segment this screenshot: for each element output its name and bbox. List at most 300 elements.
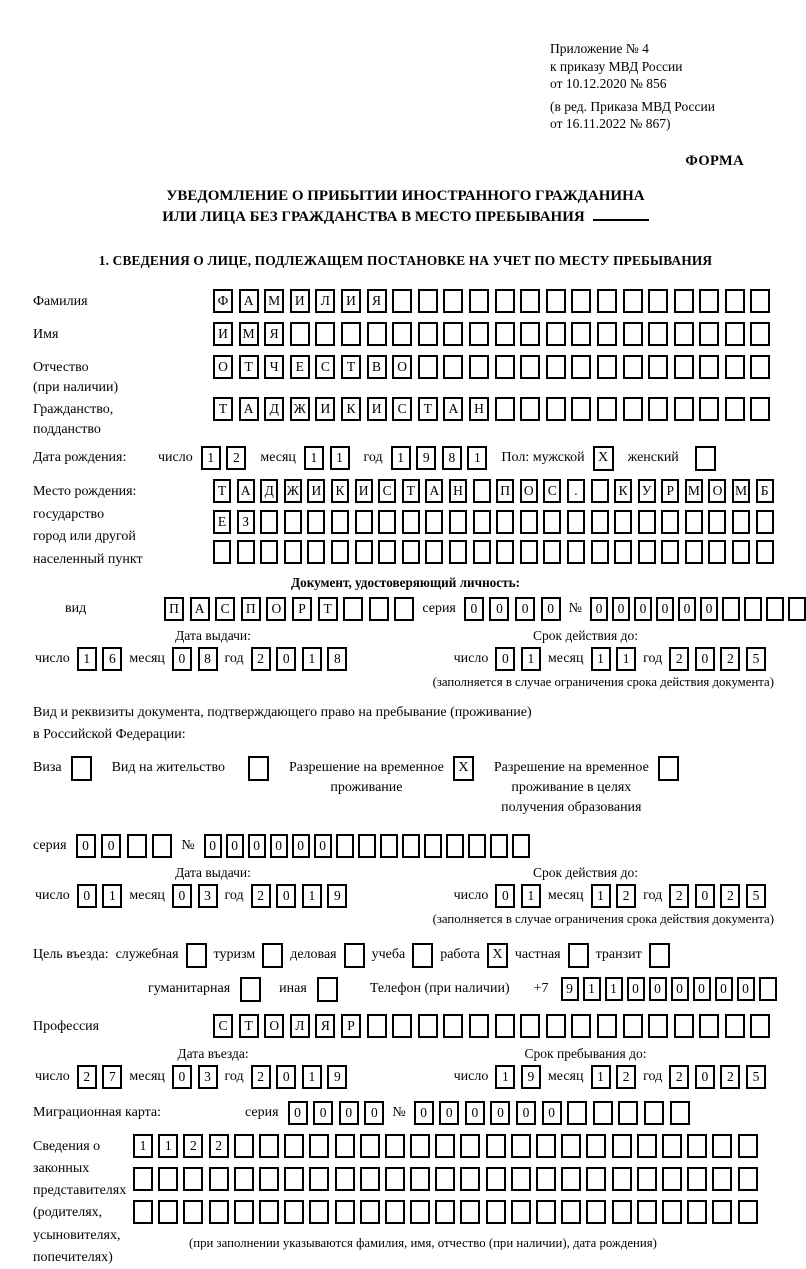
char-box[interactable]: 1 xyxy=(158,1134,178,1158)
char-box[interactable] xyxy=(759,977,777,1001)
profession-input[interactable] xyxy=(213,1014,770,1038)
char-box[interactable] xyxy=(612,1167,632,1191)
char-box[interactable]: 0 xyxy=(77,884,97,908)
char-box[interactable]: 0 xyxy=(612,597,630,621)
char-box[interactable]: А xyxy=(239,397,259,421)
birth-month-input[interactable] xyxy=(304,446,350,470)
char-box[interactable] xyxy=(614,540,632,564)
char-box[interactable]: П xyxy=(164,597,184,621)
char-box[interactable]: 2 xyxy=(669,1065,689,1089)
char-box[interactable] xyxy=(546,397,566,421)
char-box[interactable]: Я xyxy=(315,1014,335,1038)
char-box[interactable]: 2 xyxy=(251,1065,271,1089)
char-box[interactable] xyxy=(209,1167,229,1191)
char-box[interactable]: И xyxy=(290,289,310,313)
char-box[interactable]: 5 xyxy=(746,647,766,671)
char-box[interactable] xyxy=(486,1200,506,1224)
char-box[interactable] xyxy=(648,289,668,313)
char-box[interactable] xyxy=(543,510,561,534)
char-box[interactable]: 0 xyxy=(627,977,645,1001)
char-box[interactable]: 1 xyxy=(591,1065,611,1089)
char-box[interactable] xyxy=(571,322,591,346)
char-box[interactable]: А xyxy=(239,289,259,313)
char-box[interactable] xyxy=(418,1014,438,1038)
char-box[interactable] xyxy=(648,397,668,421)
char-box[interactable]: 0 xyxy=(313,1101,333,1125)
purpose-transit-checkbox[interactable] xyxy=(649,943,670,968)
purpose-other-checkbox[interactable] xyxy=(317,977,338,1002)
char-box[interactable] xyxy=(284,540,302,564)
char-box[interactable] xyxy=(699,289,719,313)
migration-number-input[interactable] xyxy=(414,1101,690,1125)
char-box[interactable]: 0 xyxy=(695,1065,715,1089)
char-box[interactable]: 0 xyxy=(516,1101,536,1125)
char-box[interactable]: Т xyxy=(318,597,338,621)
char-box[interactable] xyxy=(443,322,463,346)
char-box[interactable]: Т xyxy=(341,355,361,379)
char-box[interactable] xyxy=(661,540,679,564)
char-box[interactable] xyxy=(336,834,354,858)
char-box[interactable]: К xyxy=(331,479,349,503)
res-expiry-year-input[interactable] xyxy=(669,884,766,908)
char-box[interactable]: Р xyxy=(661,479,679,503)
char-box[interactable]: 0 xyxy=(276,884,296,908)
char-box[interactable] xyxy=(158,1167,178,1191)
char-box[interactable]: 0 xyxy=(226,834,244,858)
char-box[interactable] xyxy=(402,540,420,564)
char-box[interactable] xyxy=(183,1200,203,1224)
char-box[interactable] xyxy=(561,1200,581,1224)
char-box[interactable] xyxy=(443,1014,463,1038)
char-box[interactable]: 0 xyxy=(678,597,696,621)
char-box[interactable]: 1 xyxy=(616,647,636,671)
char-box[interactable]: И xyxy=(367,397,387,421)
char-box[interactable]: 0 xyxy=(700,597,718,621)
birth-place-input-row-3[interactable] xyxy=(213,540,774,564)
char-box[interactable]: Т xyxy=(402,479,420,503)
char-box[interactable]: О xyxy=(708,479,726,503)
char-box[interactable] xyxy=(536,1200,556,1224)
purpose-private-checkbox[interactable] xyxy=(568,943,589,968)
char-box[interactable] xyxy=(638,510,656,534)
char-box[interactable] xyxy=(571,355,591,379)
char-box[interactable] xyxy=(360,1200,380,1224)
char-box[interactable]: 0 xyxy=(339,1101,359,1125)
char-box[interactable] xyxy=(597,397,617,421)
char-box[interactable]: И xyxy=(341,289,361,313)
char-box[interactable] xyxy=(259,1134,279,1158)
char-box[interactable] xyxy=(766,597,784,621)
char-box[interactable] xyxy=(378,540,396,564)
char-box[interactable]: П xyxy=(241,597,261,621)
char-box[interactable] xyxy=(469,322,489,346)
char-box[interactable]: 0 xyxy=(276,647,296,671)
stay-month-input[interactable] xyxy=(591,1065,637,1089)
char-box[interactable] xyxy=(355,510,373,534)
char-box[interactable]: 1 xyxy=(330,446,350,470)
char-box[interactable]: 1 xyxy=(302,884,322,908)
char-box[interactable]: 0 xyxy=(172,1065,192,1089)
char-box[interactable]: 0 xyxy=(656,597,674,621)
char-box[interactable] xyxy=(520,397,540,421)
option-temp-residence-education-checkbox[interactable] xyxy=(658,756,679,781)
purpose-work-checkbox[interactable]: X xyxy=(487,943,508,968)
char-box[interactable] xyxy=(260,540,278,564)
char-box[interactable] xyxy=(490,834,508,858)
char-box[interactable] xyxy=(738,1167,758,1191)
char-box[interactable]: 0 xyxy=(695,647,715,671)
char-box[interactable] xyxy=(750,397,770,421)
char-box[interactable]: Б xyxy=(756,479,774,503)
char-box[interactable] xyxy=(449,510,467,534)
char-box[interactable] xyxy=(732,540,750,564)
char-box[interactable] xyxy=(618,1101,638,1125)
char-box[interactable] xyxy=(685,540,703,564)
char-box[interactable]: 0 xyxy=(414,1101,434,1125)
char-box[interactable]: 0 xyxy=(292,834,310,858)
char-box[interactable] xyxy=(712,1200,732,1224)
char-box[interactable]: 2 xyxy=(251,647,271,671)
char-box[interactable] xyxy=(648,1014,668,1038)
char-box[interactable]: Л xyxy=(290,1014,310,1038)
char-box[interactable] xyxy=(687,1134,707,1158)
char-box[interactable]: 3 xyxy=(198,884,218,908)
char-box[interactable]: 2 xyxy=(669,884,689,908)
char-box[interactable] xyxy=(380,834,398,858)
char-box[interactable] xyxy=(520,355,540,379)
char-box[interactable]: 2 xyxy=(616,884,636,908)
char-box[interactable]: С xyxy=(378,479,396,503)
char-box[interactable] xyxy=(259,1200,279,1224)
char-box[interactable] xyxy=(674,355,694,379)
char-box[interactable] xyxy=(486,1167,506,1191)
char-box[interactable]: А xyxy=(443,397,463,421)
char-box[interactable] xyxy=(473,479,491,503)
char-box[interactable]: И xyxy=(307,479,325,503)
char-box[interactable]: Р xyxy=(292,597,312,621)
phone-input[interactable] xyxy=(561,977,777,1001)
char-box[interactable] xyxy=(699,355,719,379)
char-box[interactable]: 1 xyxy=(591,647,611,671)
char-box[interactable]: 2 xyxy=(77,1065,97,1089)
char-box[interactable] xyxy=(571,289,591,313)
char-box[interactable]: Е xyxy=(213,510,231,534)
char-box[interactable]: В xyxy=(367,355,387,379)
doc-kind-input[interactable] xyxy=(164,597,414,621)
char-box[interactable] xyxy=(284,1200,304,1224)
char-box[interactable] xyxy=(571,1014,591,1038)
char-box[interactable]: 0 xyxy=(489,597,509,621)
char-box[interactable] xyxy=(593,1101,613,1125)
guardians-input-row-2[interactable] xyxy=(133,1167,758,1191)
char-box[interactable]: 0 xyxy=(490,1101,510,1125)
char-box[interactable] xyxy=(712,1134,732,1158)
char-box[interactable]: П xyxy=(496,479,514,503)
char-box[interactable]: 1 xyxy=(583,977,601,1001)
char-box[interactable] xyxy=(661,510,679,534)
char-box[interactable]: 0 xyxy=(204,834,222,858)
char-box[interactable] xyxy=(597,289,617,313)
char-box[interactable]: 1 xyxy=(302,647,322,671)
char-box[interactable] xyxy=(473,510,491,534)
char-box[interactable] xyxy=(546,1014,566,1038)
char-box[interactable] xyxy=(543,540,561,564)
res-expiry-day-input[interactable] xyxy=(495,884,541,908)
char-box[interactable]: 0 xyxy=(76,834,96,858)
char-box[interactable] xyxy=(738,1200,758,1224)
char-box[interactable] xyxy=(331,540,349,564)
char-box[interactable] xyxy=(418,322,438,346)
char-box[interactable] xyxy=(435,1134,455,1158)
char-box[interactable]: 1 xyxy=(201,446,221,470)
char-box[interactable] xyxy=(612,1200,632,1224)
char-box[interactable] xyxy=(402,510,420,534)
res-issue-day-input[interactable] xyxy=(77,884,123,908)
char-box[interactable]: 0 xyxy=(248,834,266,858)
char-box[interactable]: Я xyxy=(367,289,387,313)
char-box[interactable] xyxy=(708,540,726,564)
char-box[interactable] xyxy=(637,1134,657,1158)
char-box[interactable]: 2 xyxy=(183,1134,203,1158)
char-box[interactable] xyxy=(586,1134,606,1158)
char-box[interactable] xyxy=(536,1134,556,1158)
residence-number-input[interactable] xyxy=(204,834,530,858)
char-box[interactable] xyxy=(520,540,538,564)
char-box[interactable] xyxy=(612,1134,632,1158)
char-box[interactable] xyxy=(511,1134,531,1158)
char-box[interactable] xyxy=(385,1200,405,1224)
birth-year-input[interactable] xyxy=(391,446,488,470)
char-box[interactable]: К xyxy=(614,479,632,503)
char-box[interactable]: Д xyxy=(260,479,278,503)
char-box[interactable]: 9 xyxy=(327,884,347,908)
char-box[interactable]: Р xyxy=(341,1014,361,1038)
char-box[interactable] xyxy=(623,322,643,346)
char-box[interactable] xyxy=(662,1167,682,1191)
char-box[interactable]: 8 xyxy=(327,647,347,671)
residence-series-input[interactable] xyxy=(76,834,173,858)
char-box[interactable]: С xyxy=(215,597,235,621)
char-box[interactable]: 0 xyxy=(270,834,288,858)
char-box[interactable]: Т xyxy=(213,397,233,421)
char-box[interactable]: Д xyxy=(264,397,284,421)
option-temp-residence-checkbox[interactable]: X xyxy=(453,756,474,781)
char-box[interactable] xyxy=(699,322,719,346)
char-box[interactable]: 9 xyxy=(416,446,436,470)
char-box[interactable] xyxy=(708,510,726,534)
char-box[interactable] xyxy=(637,1200,657,1224)
char-box[interactable] xyxy=(546,289,566,313)
char-box[interactable]: 7 xyxy=(102,1065,122,1089)
doc-number-input[interactable] xyxy=(590,597,806,621)
char-box[interactable] xyxy=(546,355,566,379)
char-box[interactable] xyxy=(309,1134,329,1158)
char-box[interactable]: И xyxy=(315,397,335,421)
char-box[interactable]: 9 xyxy=(561,977,579,1001)
birth-day-input[interactable] xyxy=(201,446,247,470)
char-box[interactable] xyxy=(567,1101,587,1125)
char-box[interactable] xyxy=(424,834,442,858)
char-box[interactable] xyxy=(687,1200,707,1224)
char-box[interactable] xyxy=(586,1200,606,1224)
char-box[interactable] xyxy=(460,1134,480,1158)
char-box[interactable] xyxy=(738,1134,758,1158)
char-box[interactable] xyxy=(284,510,302,534)
char-box[interactable] xyxy=(685,510,703,534)
stay-year-input[interactable] xyxy=(669,1065,766,1089)
char-box[interactable]: К xyxy=(341,397,361,421)
char-box[interactable] xyxy=(234,1200,254,1224)
char-box[interactable] xyxy=(597,322,617,346)
char-box[interactable] xyxy=(597,1014,617,1038)
char-box[interactable] xyxy=(335,1134,355,1158)
char-box[interactable] xyxy=(307,510,325,534)
char-box[interactable] xyxy=(473,540,491,564)
char-box[interactable] xyxy=(567,540,585,564)
guardians-input-row-3[interactable] xyxy=(133,1200,758,1224)
char-box[interactable] xyxy=(385,1134,405,1158)
char-box[interactable]: Т xyxy=(213,479,231,503)
char-box[interactable]: 0 xyxy=(314,834,332,858)
char-box[interactable]: 0 xyxy=(695,884,715,908)
char-box[interactable] xyxy=(674,397,694,421)
char-box[interactable] xyxy=(725,397,745,421)
doc-series-input[interactable] xyxy=(464,597,561,621)
char-box[interactable] xyxy=(674,322,694,346)
char-box[interactable] xyxy=(369,597,389,621)
res-issue-year-input[interactable] xyxy=(251,884,348,908)
char-box[interactable]: Т xyxy=(239,1014,259,1038)
char-box[interactable] xyxy=(511,1167,531,1191)
issue-year-input[interactable] xyxy=(251,647,348,671)
char-box[interactable] xyxy=(495,397,515,421)
char-box[interactable] xyxy=(392,1014,412,1038)
char-box[interactable] xyxy=(183,1167,203,1191)
char-box[interactable]: 0 xyxy=(693,977,711,1001)
char-box[interactable] xyxy=(158,1200,178,1224)
char-box[interactable]: 0 xyxy=(634,597,652,621)
char-box[interactable] xyxy=(425,540,443,564)
char-box[interactable]: Е xyxy=(290,355,310,379)
char-box[interactable] xyxy=(567,510,585,534)
char-box[interactable] xyxy=(536,1167,556,1191)
char-box[interactable] xyxy=(561,1167,581,1191)
char-box[interactable]: 3 xyxy=(198,1065,218,1089)
char-box[interactable] xyxy=(561,1134,581,1158)
surname-input[interactable] xyxy=(213,289,770,313)
char-box[interactable]: С xyxy=(315,355,335,379)
expiry-day-input[interactable] xyxy=(495,647,541,671)
char-box[interactable] xyxy=(725,1014,745,1038)
char-box[interactable]: Т xyxy=(418,397,438,421)
char-box[interactable] xyxy=(133,1167,153,1191)
char-box[interactable] xyxy=(591,479,609,503)
char-box[interactable]: 2 xyxy=(209,1134,229,1158)
char-box[interactable]: 0 xyxy=(495,647,515,671)
char-box[interactable]: 1 xyxy=(302,1065,322,1089)
char-box[interactable]: 6 xyxy=(102,647,122,671)
char-box[interactable] xyxy=(496,510,514,534)
char-box[interactable]: 1 xyxy=(304,446,324,470)
char-box[interactable] xyxy=(586,1167,606,1191)
char-box[interactable] xyxy=(495,289,515,313)
char-box[interactable] xyxy=(341,322,361,346)
char-box[interactable]: 0 xyxy=(715,977,733,1001)
char-box[interactable] xyxy=(670,1101,690,1125)
char-box[interactable]: М xyxy=(264,289,284,313)
char-box[interactable] xyxy=(435,1200,455,1224)
char-box[interactable]: 2 xyxy=(226,446,246,470)
char-box[interactable]: 0 xyxy=(495,884,515,908)
char-box[interactable] xyxy=(750,322,770,346)
char-box[interactable]: М xyxy=(732,479,750,503)
char-box[interactable]: О xyxy=(264,1014,284,1038)
char-box[interactable] xyxy=(392,322,412,346)
char-box[interactable]: А xyxy=(425,479,443,503)
char-box[interactable]: 2 xyxy=(669,647,689,671)
char-box[interactable]: А xyxy=(190,597,210,621)
char-box[interactable] xyxy=(614,510,632,534)
char-box[interactable]: Ч xyxy=(264,355,284,379)
char-box[interactable]: 2 xyxy=(616,1065,636,1089)
char-box[interactable]: С xyxy=(543,479,561,503)
char-box[interactable] xyxy=(237,540,255,564)
char-box[interactable] xyxy=(520,289,540,313)
patronymic-input[interactable] xyxy=(213,355,770,379)
char-box[interactable] xyxy=(648,355,668,379)
char-box[interactable] xyxy=(648,322,668,346)
citizenship-input[interactable] xyxy=(213,397,770,421)
char-box[interactable] xyxy=(495,1014,515,1038)
char-box[interactable]: Ж xyxy=(284,479,302,503)
char-box[interactable] xyxy=(744,597,762,621)
char-box[interactable]: Т xyxy=(239,355,259,379)
char-box[interactable] xyxy=(750,289,770,313)
char-box[interactable] xyxy=(335,1167,355,1191)
char-box[interactable]: Л xyxy=(315,289,335,313)
char-box[interactable] xyxy=(725,289,745,313)
char-box[interactable]: . xyxy=(567,479,585,503)
char-box[interactable] xyxy=(355,540,373,564)
sex-male-checkbox[interactable]: X xyxy=(593,446,614,471)
char-box[interactable] xyxy=(133,1200,153,1224)
char-box[interactable] xyxy=(591,540,609,564)
char-box[interactable] xyxy=(756,540,774,564)
char-box[interactable]: 1 xyxy=(467,446,487,470)
char-box[interactable] xyxy=(637,1167,657,1191)
char-box[interactable] xyxy=(234,1167,254,1191)
migration-series-input[interactable] xyxy=(288,1101,385,1125)
char-box[interactable] xyxy=(712,1167,732,1191)
char-box[interactable]: М xyxy=(685,479,703,503)
char-box[interactable] xyxy=(460,1200,480,1224)
char-box[interactable] xyxy=(788,597,806,621)
purpose-humanitarian-checkbox[interactable] xyxy=(240,977,261,1002)
char-box[interactable] xyxy=(662,1200,682,1224)
char-box[interactable] xyxy=(410,1200,430,1224)
char-box[interactable] xyxy=(725,355,745,379)
option-residence-permit-checkbox[interactable] xyxy=(248,756,269,781)
char-box[interactable] xyxy=(469,355,489,379)
char-box[interactable] xyxy=(699,1014,719,1038)
expiry-month-input[interactable] xyxy=(591,647,637,671)
issue-month-input[interactable] xyxy=(172,647,218,671)
res-expiry-month-input[interactable] xyxy=(591,884,637,908)
issue-day-input[interactable] xyxy=(77,647,123,671)
char-box[interactable]: О xyxy=(266,597,286,621)
char-box[interactable] xyxy=(343,597,363,621)
purpose-official-checkbox[interactable] xyxy=(186,943,207,968)
